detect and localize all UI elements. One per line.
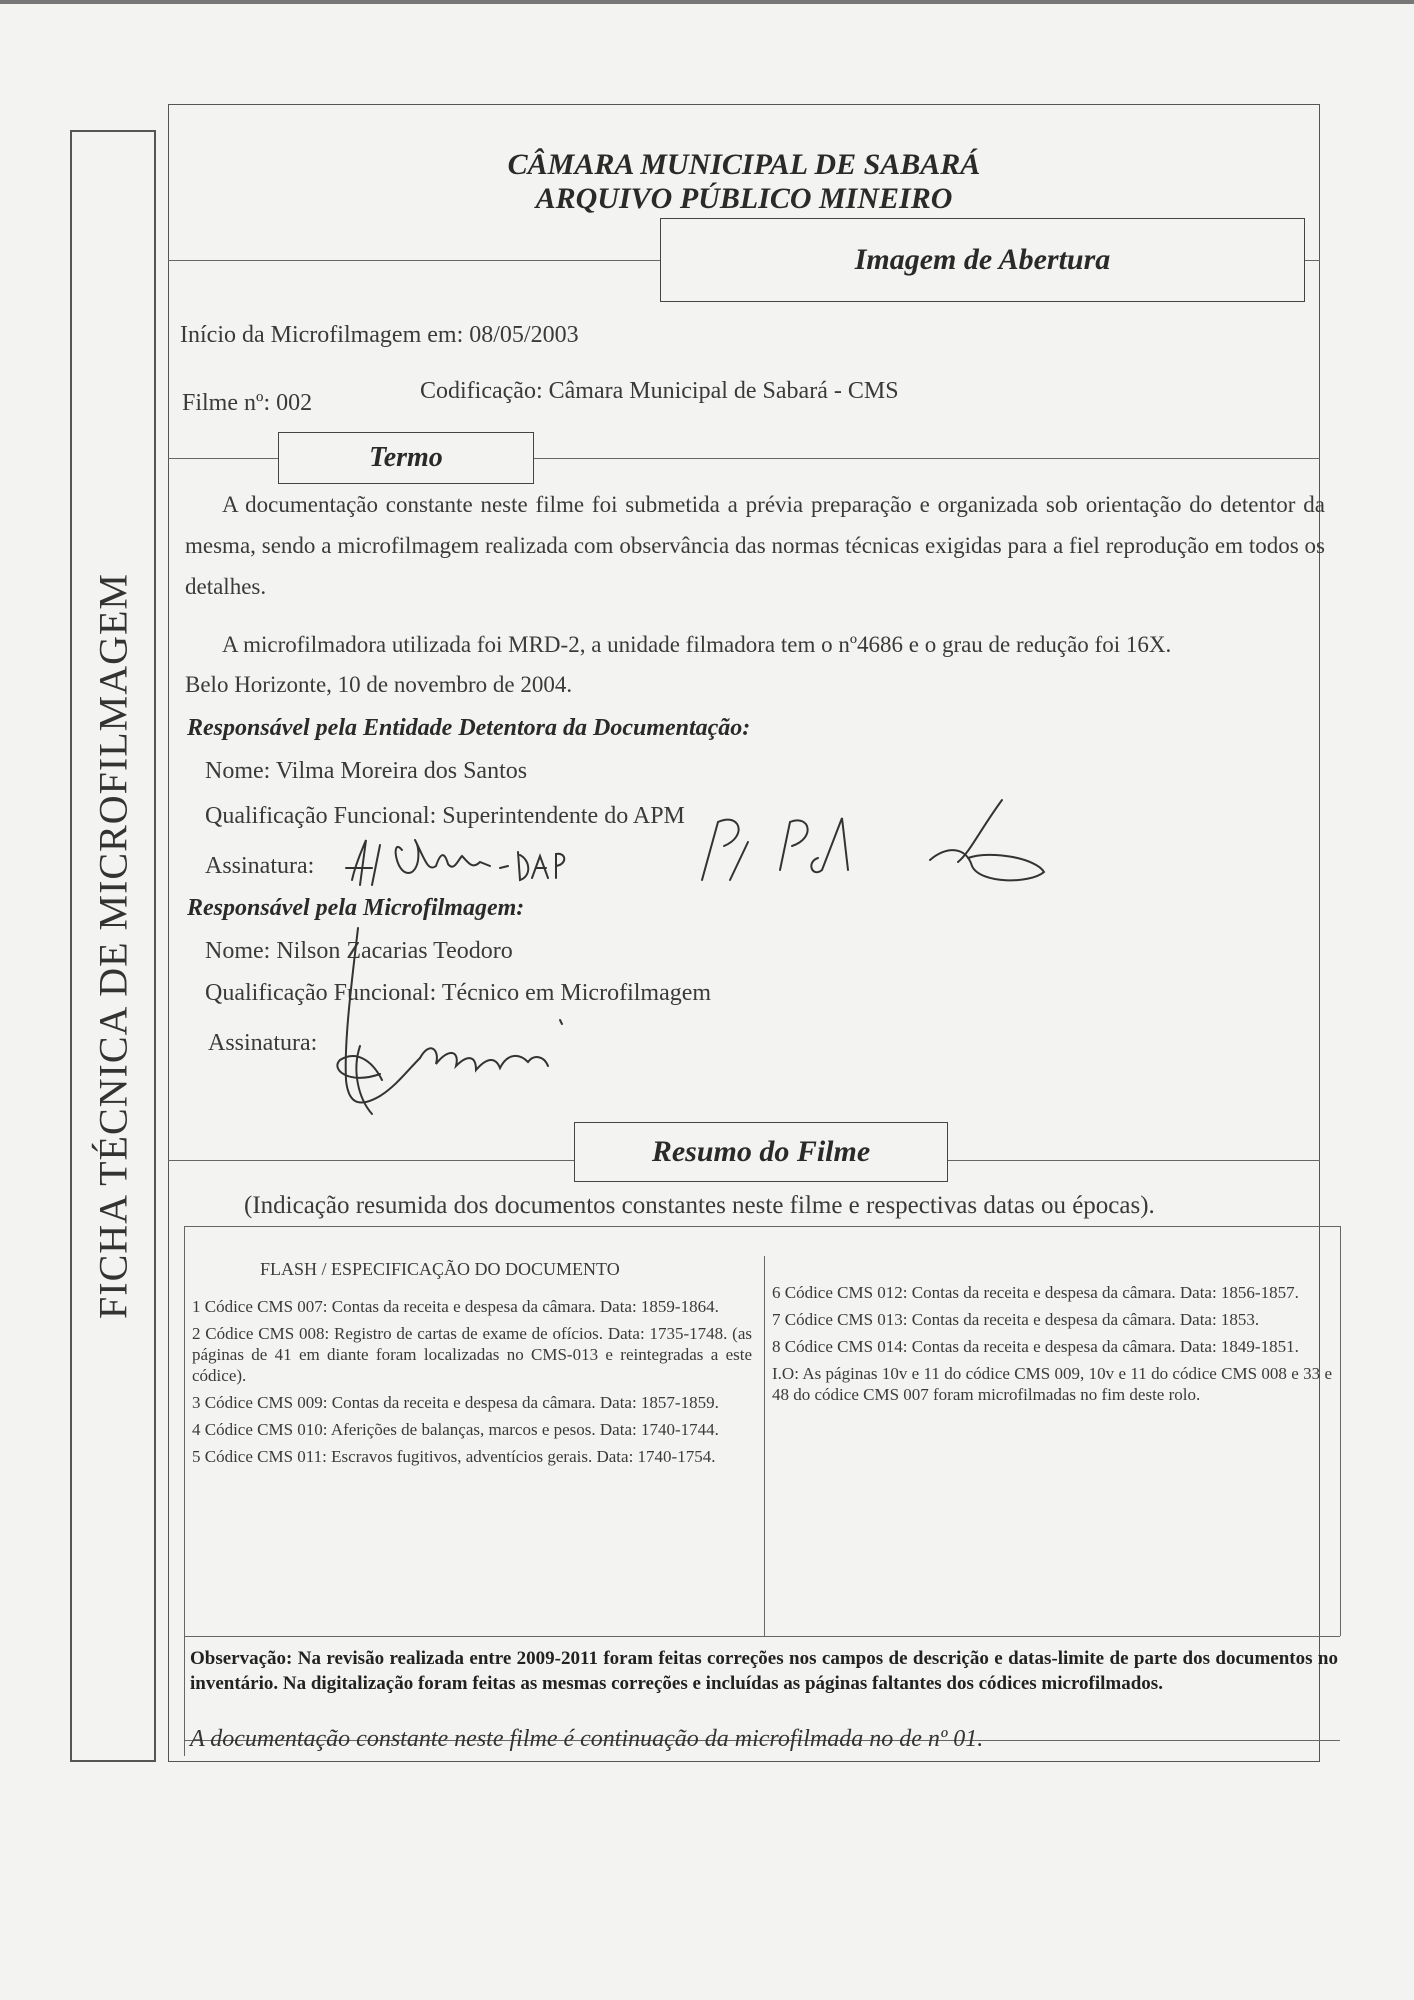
left-column — [192, 1296, 752, 1473]
list-item: 5 Códice CMS 011: Escravos fugitivos, adventícios gerais. Data: 1740-1754. — [192, 1447, 716, 1466]
archive-name: ARQUIVO PÚBLICO MINEIRO — [535, 182, 953, 215]
list-item: 6 Códice CMS 012: Contas da receita e despesa da câmara. Data: 1856-1857. — [772, 1283, 1299, 1302]
resumo-label-box — [574, 1122, 948, 1182]
table-right-rule — [1340, 1226, 1341, 1636]
list-item: I.O: As páginas 10v e 11 do códice CMS 009, 10v e 11 do códice CMS 008 e 33 e 48 do códice CMS 007 foram microfilmadas no fim deste rolo. — [772, 1364, 1332, 1404]
termo-paragraph-1: A documentação constante neste filme foi submetida a prévia preparação e organizada sob orientação do detentor da mesma, sendo a microfilmagem realizada com observância das normas técnicas exigidas para a fiel reprodução em todos os detalhes. — [185, 492, 1325, 599]
microfilmagem-heading: Responsável pela Microfilmagem: — [187, 895, 525, 921]
table-bottom-rule — [184, 1636, 1340, 1637]
detentor-heading: Responsável pela Entidade Detentora da Documentação: — [187, 715, 751, 741]
table-column-divider — [764, 1256, 765, 1636]
filme-number: 002 — [276, 390, 313, 416]
detentor-qualificacao: Qualificação Funcional: Superintendente do APM — [205, 803, 685, 829]
table-left-rule — [184, 1226, 185, 1756]
right-column — [772, 1282, 1332, 1411]
termo-place-date: Belo Horizonte, 10 de novembro de 2004. — [185, 672, 573, 697]
list-item: 1 Códice CMS 007: Contas da receita e despesa da câmara. Data: 1859-1864. — [192, 1297, 719, 1316]
list-item: 8 Códice CMS 014: Contas da receita e despesa da câmara. Data: 1849-1851. — [772, 1337, 1299, 1356]
side-title: FICHA TÉCNICA DE MICROFILMAGEM — [90, 573, 136, 1319]
microfilmagem-assinatura-label: Assinatura: — [208, 1030, 318, 1056]
resumo-subtitle: (Indicação resumida dos documentos constantes neste filme e respectivas datas ou épocas). — [244, 1192, 1155, 1219]
institution-name: CÂMARA MUNICIPAL DE SABARÁ — [507, 148, 981, 181]
list-item: 4 Códice CMS 010: Aferições de balanças, marcos e pesos. Data: 1740-1744. — [192, 1420, 719, 1439]
detentor-assinatura-label: Assinatura: — [205, 853, 315, 879]
continuation-note: A documentação constante neste filme é continuação da microfilmada no de nº 01. — [190, 1726, 984, 1752]
termo-label: Termo — [369, 442, 443, 473]
observacao-text: Observação: Na revisão realizada entre 2009-2011 foram feitas correções nos campos de descrição e datas-limite de parte dos documentos no inventário. Na digitalização foram feitas as mesmas correções e incluídas as páginas faltantes dos códices microfilmados. — [190, 1648, 1338, 1694]
codificacao-label: Codificação: — [420, 378, 543, 404]
list-item: 3 Códice CMS 009: Contas da receita e despesa da câmara. Data: 1857-1859. — [192, 1393, 719, 1412]
microfilmagem-nome: Nome: Nilson Zacarias Teodoro — [205, 938, 513, 964]
codificacao-value: Câmara Municipal de Sabará - CMS — [548, 378, 899, 404]
detentor-nome: Nome: Vilma Moreira dos Santos — [205, 758, 528, 784]
inicio-label: Início da Microfilmagem em: — [180, 322, 464, 348]
microfilmagem-qualificacao: Qualificação Funcional: Técnico em Microfilmagem — [205, 980, 712, 1006]
table-top-rule — [184, 1226, 1340, 1227]
filme-label: Filme nº: — [182, 390, 271, 416]
list-item: 7 Códice CMS 013: Contas da receita e despesa da câmara. Data: 1853. — [772, 1310, 1260, 1329]
table-header: FLASH / ESPECIFICAÇÃO DO DOCUMENTO — [260, 1259, 620, 1279]
section-label: Imagem de Abertura — [854, 243, 1111, 276]
inicio-date: 08/05/2003 — [469, 322, 579, 348]
list-item: 2 Códice CMS 008: Registro de cartas de exame de ofícios. Data: 1735-1748. (as páginas de 41 em diante foram localizadas no CMS-013 e reintegradas a este códice). — [192, 1324, 752, 1385]
resumo-label: Resumo do Filme — [651, 1135, 871, 1168]
termo-paragraph-2: A microfilmadora utilizada foi MRD-2, a unidade filmadora tem o nº4686 e o grau de redução foi 16X. — [222, 632, 1172, 657]
